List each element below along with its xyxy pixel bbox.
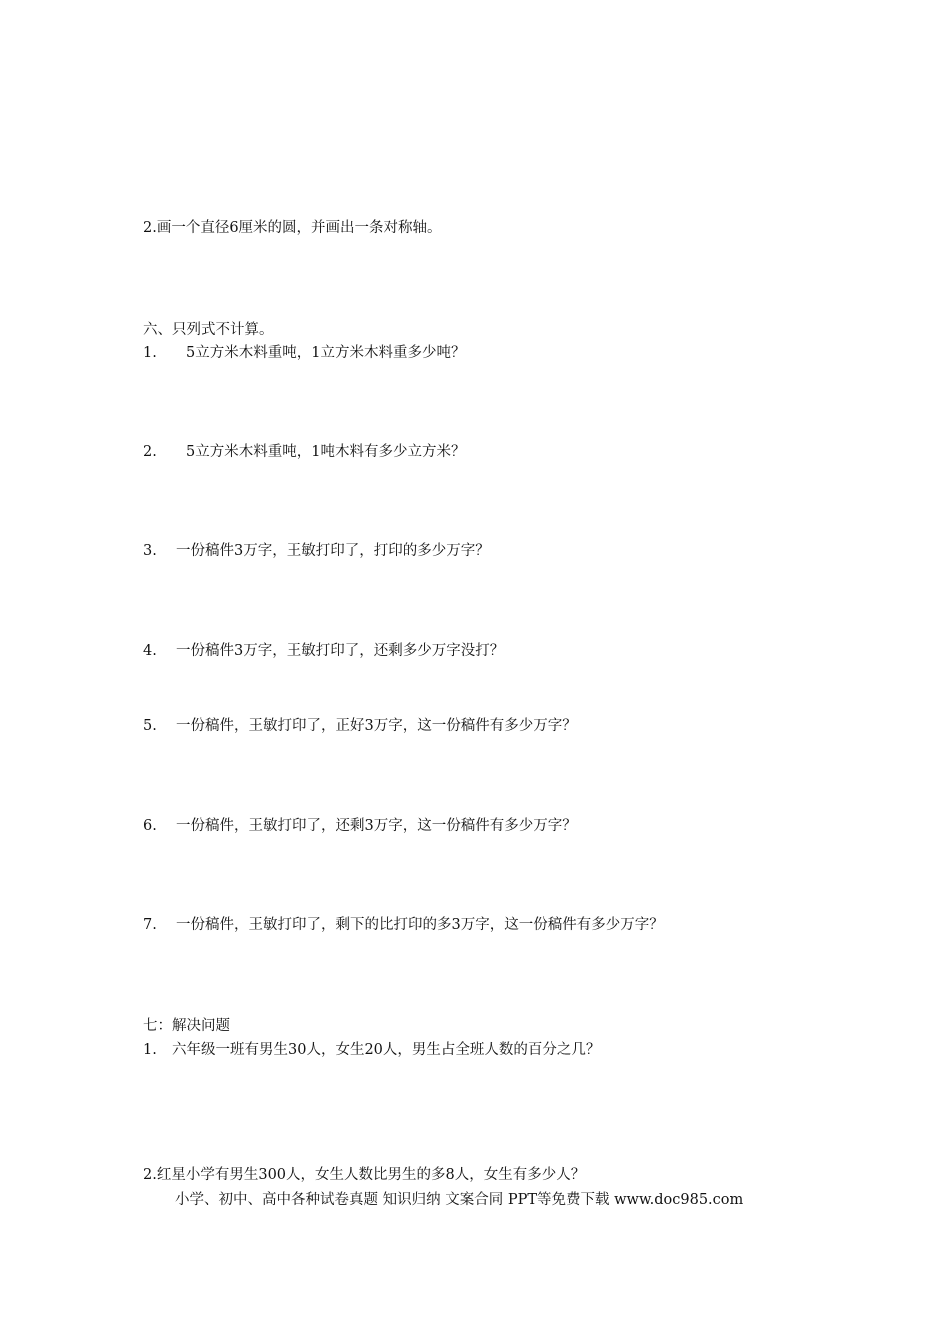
item-number: 7. — [143, 917, 157, 933]
item-number: 6. — [143, 818, 157, 834]
list-item — [143, 343, 465, 363]
item-text: 一份稿件，王敏打印了，还剩3万字，这一份稿件有多少万字？ — [176, 818, 577, 834]
item-number: 4. — [143, 643, 157, 659]
list-item — [143, 442, 465, 462]
item-text: 六年级一班有男生30人，女生20人，男生占全班人数的百分之几？ — [172, 1042, 601, 1058]
item-text: 一份稿件3万字，王敏打印了，还剩多少万字没打？ — [176, 643, 505, 659]
section-seven-title: 七：解决问题 — [143, 1018, 230, 1034]
item-text: 5立方米木料重吨，1吨木料有多少立方米？ — [186, 444, 466, 460]
section-six-title: 六、只列式不计算。 — [143, 322, 274, 338]
item-text: 一份稿件，王敏打印了，剩下的比打印的多3万字，这一份稿件有多少万字？ — [176, 917, 664, 933]
list-item — [143, 716, 577, 736]
item-number: 2. — [143, 1167, 157, 1183]
item-number: 5. — [143, 718, 157, 734]
list-item — [143, 641, 504, 661]
list-item — [143, 1165, 585, 1185]
item-text: 5立方米木料重吨，1立方米木料重多少吨？ — [186, 345, 466, 361]
list-item — [143, 915, 664, 935]
item-number: 1. — [143, 345, 157, 361]
item-text: 一份稿件，王敏打印了，正好3万字，这一份稿件有多少万字？ — [176, 718, 577, 734]
list-item — [143, 541, 490, 561]
question-draw-circle: 2.画一个直径6厘米的圆，并画出一条对称轴。 — [143, 220, 442, 236]
item-number: 3. — [143, 543, 157, 559]
list-item — [143, 1040, 600, 1060]
list-item — [143, 816, 577, 836]
item-text: 红星小学有男生300人，女生人数比男生的多8人，女生有多少人？ — [156, 1167, 586, 1183]
page-footer: 小学、初中、高中各种试卷真题 知识归纳 文案合同 PPT等免费下载 www.doc985.com — [175, 1192, 744, 1208]
item-number: 2. — [143, 444, 157, 460]
item-number: 1. — [143, 1042, 157, 1058]
item-text: 一份稿件3万字，王敏打印了，打印的多少万字？ — [176, 543, 490, 559]
